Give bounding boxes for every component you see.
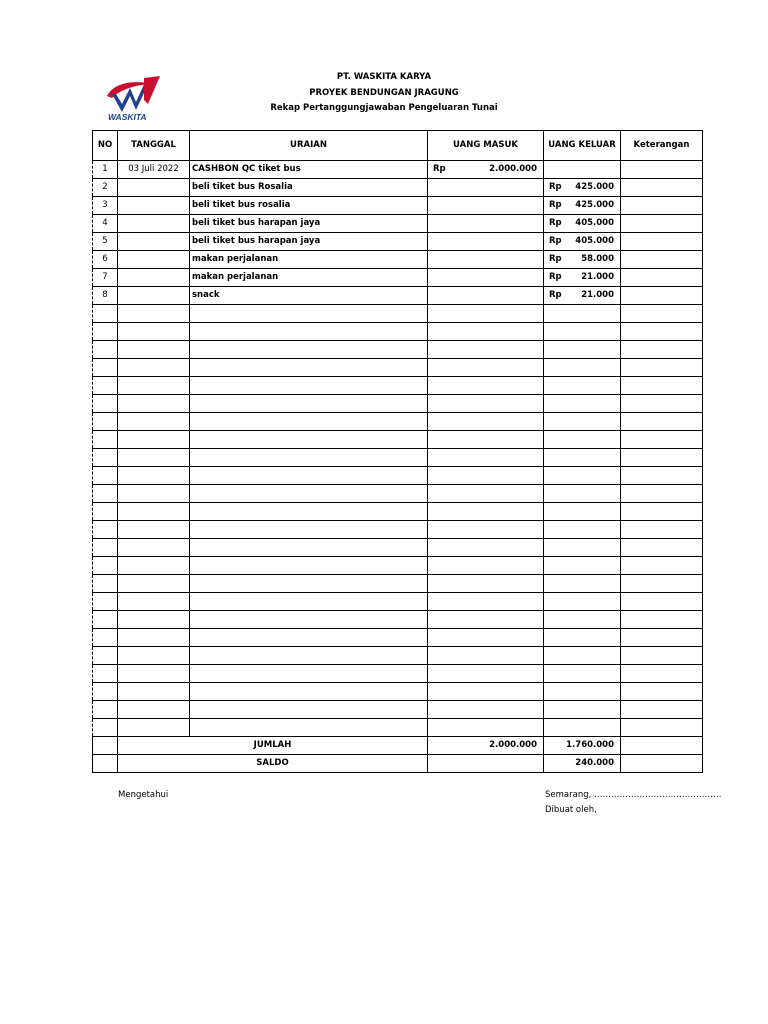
row-tanggal: [118, 449, 190, 467]
jumlah-masuk: 2.000.000: [428, 737, 544, 755]
row-uraian: [190, 377, 428, 395]
table-row-empty: [93, 575, 703, 593]
row-tanggal: [118, 467, 190, 485]
table-row-empty: [93, 701, 703, 719]
saldo-no-cell: [93, 755, 118, 773]
row-uraian: [190, 305, 428, 323]
row-keterangan: [621, 665, 703, 683]
logo-text: WASKITA: [108, 112, 147, 122]
table-row-empty: [93, 521, 703, 539]
mengetahui-label: Mengetahui: [118, 790, 169, 800]
row-uraian: [190, 359, 428, 377]
row-uraian: [190, 341, 428, 359]
row-uang-masuk: [428, 413, 544, 431]
table-row-empty: [93, 683, 703, 701]
row-tanggal: [118, 395, 190, 413]
table-row-empty: [93, 413, 703, 431]
row-keterangan: [621, 269, 703, 287]
row-no: 2: [93, 179, 118, 197]
row-uang-keluar: [544, 683, 621, 701]
row-uang-masuk: [428, 521, 544, 539]
row-uraian: beli tiket bus rosalia: [190, 197, 428, 215]
row-uang-keluar: [544, 629, 621, 647]
row-uang-keluar-currency: Rp: [549, 254, 562, 264]
table-row-empty: [93, 305, 703, 323]
row-uraian: [190, 467, 428, 485]
row-uraian: [190, 683, 428, 701]
row-uraian: snack: [190, 287, 428, 305]
col-header-uraian: URAIAN: [190, 131, 428, 161]
row-uang-masuk: [428, 467, 544, 485]
col-header-uang-keluar: UANG KELUAR: [544, 131, 621, 161]
row-uang-keluar-currency: Rp: [549, 218, 562, 228]
row-uang-keluar-currency: Rp: [549, 200, 562, 210]
project-name: PROYEK BENDUNGAN JRAGUNG: [309, 88, 459, 98]
row-uang-keluar: [544, 377, 621, 395]
row-uraian: [190, 413, 428, 431]
row-tanggal: [118, 233, 190, 251]
row-keterangan: [621, 449, 703, 467]
col-header-uang-masuk: UANG MASUK: [428, 131, 544, 161]
row-keterangan: [621, 485, 703, 503]
table-row-empty: [93, 449, 703, 467]
row-tanggal: [118, 413, 190, 431]
row-keterangan: [621, 683, 703, 701]
row-uraian: [190, 485, 428, 503]
row-uang-keluar: [544, 521, 621, 539]
row-uang-masuk: [428, 341, 544, 359]
row-uraian: makan perjalanan: [190, 251, 428, 269]
row-uang-masuk: [428, 269, 544, 287]
row-no: [93, 377, 118, 395]
row-uang-masuk: [428, 287, 544, 305]
row-uang-keluar: [544, 179, 621, 197]
row-uraian: [190, 719, 428, 737]
row-keterangan: [621, 395, 703, 413]
row-uang-keluar-amount: 58.000: [581, 254, 614, 264]
row-tanggal: [118, 665, 190, 683]
row-keterangan: [621, 503, 703, 521]
jumlah-keluar: 1.760.000: [544, 737, 621, 755]
row-uang-masuk: [428, 323, 544, 341]
row-no: [93, 629, 118, 647]
row-uraian: [190, 665, 428, 683]
row-tanggal: [118, 485, 190, 503]
row-keterangan: [621, 593, 703, 611]
row-uang-masuk: [428, 197, 544, 215]
row-uang-masuk: [428, 629, 544, 647]
table-row: [93, 269, 703, 287]
row-keterangan: [621, 413, 703, 431]
row-tanggal: 03 Juli 2022: [118, 161, 190, 179]
row-no: [93, 359, 118, 377]
table-row-empty: [93, 485, 703, 503]
row-keterangan: [621, 701, 703, 719]
col-header-keterangan: Keterangan: [621, 131, 703, 161]
row-uang-masuk: [428, 233, 544, 251]
row-uang-masuk: [428, 449, 544, 467]
row-uang-keluar-amount: 21.000: [581, 272, 614, 282]
saldo-masuk-cell: [428, 755, 544, 773]
row-no: 7: [93, 269, 118, 287]
row-tanggal: [118, 629, 190, 647]
row-no: [93, 467, 118, 485]
row-uang-keluar: [544, 197, 621, 215]
row-keterangan: [621, 539, 703, 557]
row-uang-masuk: [428, 575, 544, 593]
jumlah-row: [93, 737, 703, 755]
row-no: [93, 413, 118, 431]
row-uang-masuk: [428, 251, 544, 269]
table-row: [93, 233, 703, 251]
row-no: [93, 719, 118, 737]
row-uang-masuk: [428, 539, 544, 557]
row-keterangan: [621, 161, 703, 179]
row-no: [93, 539, 118, 557]
row-uang-keluar-amount: 405.000: [575, 218, 614, 228]
row-keterangan: [621, 611, 703, 629]
row-uang-masuk: [428, 305, 544, 323]
row-uang-masuk: [428, 215, 544, 233]
table-row-empty: [93, 593, 703, 611]
row-uang-keluar: [544, 341, 621, 359]
row-keterangan: [621, 557, 703, 575]
row-no: [93, 323, 118, 341]
row-uang-keluar: [544, 323, 621, 341]
row-uraian: [190, 539, 428, 557]
row-tanggal: [118, 719, 190, 737]
row-uang-masuk: [428, 377, 544, 395]
row-uraian: CASHBON QC tiket bus: [190, 161, 428, 179]
row-tanggal: [118, 179, 190, 197]
row-uang-keluar: [544, 413, 621, 431]
row-uang-keluar: [544, 539, 621, 557]
row-tanggal: [118, 287, 190, 305]
row-keterangan: [621, 431, 703, 449]
table-row-empty: [93, 611, 703, 629]
row-keterangan: [621, 233, 703, 251]
row-keterangan: [621, 215, 703, 233]
row-no: 3: [93, 197, 118, 215]
row-no: [93, 341, 118, 359]
row-no: 6: [93, 251, 118, 269]
row-uang-keluar-amount: 425.000: [575, 182, 614, 192]
row-uraian: [190, 449, 428, 467]
row-tanggal: [118, 251, 190, 269]
row-no: [93, 557, 118, 575]
row-tanggal: [118, 593, 190, 611]
row-keterangan: [621, 305, 703, 323]
row-uang-keluar-amount: 21.000: [581, 290, 614, 300]
row-no: 8: [93, 287, 118, 305]
row-tanggal: [118, 521, 190, 539]
table-row-empty: [93, 395, 703, 413]
row-keterangan: [621, 719, 703, 737]
row-uang-masuk: [428, 161, 544, 179]
row-uraian: [190, 647, 428, 665]
row-tanggal: [118, 611, 190, 629]
row-uang-keluar: [544, 251, 621, 269]
table-header-row: [93, 131, 703, 161]
row-keterangan: [621, 647, 703, 665]
place-date-label: Semarang, ………………………………………: [545, 790, 722, 800]
table-row: [93, 215, 703, 233]
row-uraian: [190, 575, 428, 593]
row-uang-masuk: [428, 503, 544, 521]
dibuat-oleh-label: Dibuat oleh,: [545, 805, 597, 815]
row-uang-keluar-currency: Rp: [549, 236, 562, 246]
row-tanggal: [118, 557, 190, 575]
row-uang-masuk: [428, 683, 544, 701]
table-row: [93, 287, 703, 305]
row-uraian: beli tiket bus harapan jaya: [190, 215, 428, 233]
table-body: [93, 161, 703, 737]
row-uang-keluar-currency: Rp: [549, 290, 562, 300]
row-uang-masuk: [428, 719, 544, 737]
row-uang-keluar: [544, 305, 621, 323]
row-uang-keluar: [544, 161, 621, 179]
row-no: [93, 701, 118, 719]
row-uang-keluar: [544, 287, 621, 305]
row-uang-keluar: [544, 467, 621, 485]
row-uang-keluar: [544, 503, 621, 521]
row-no: [93, 575, 118, 593]
row-keterangan: [621, 341, 703, 359]
row-uang-masuk: [428, 557, 544, 575]
row-keterangan: [621, 251, 703, 269]
table-row: [93, 251, 703, 269]
table-row-empty: [93, 629, 703, 647]
table-row-empty: [93, 665, 703, 683]
table-row-empty: [93, 503, 703, 521]
row-uang-keluar: [544, 269, 621, 287]
row-uang-masuk: [428, 431, 544, 449]
saldo-label: SALDO: [118, 755, 428, 773]
row-uang-masuk-amount: 2.000.000: [489, 164, 537, 174]
row-uang-masuk-currency: Rp: [433, 164, 446, 174]
table-row: [93, 161, 703, 179]
row-uang-masuk: [428, 485, 544, 503]
row-no: 5: [93, 233, 118, 251]
row-uang-masuk: [428, 665, 544, 683]
row-tanggal: [118, 197, 190, 215]
saldo-row: [93, 755, 703, 773]
row-uang-keluar: [544, 575, 621, 593]
row-no: [93, 683, 118, 701]
row-uang-keluar: [544, 719, 621, 737]
row-uraian: beli tiket bus harapan jaya: [190, 233, 428, 251]
row-uraian: [190, 593, 428, 611]
row-keterangan: [621, 287, 703, 305]
row-no: [93, 521, 118, 539]
row-uang-masuk: [428, 647, 544, 665]
row-uang-keluar-amount: 405.000: [575, 236, 614, 246]
row-tanggal: [118, 503, 190, 521]
row-uang-keluar: [544, 611, 621, 629]
table-row-empty: [93, 359, 703, 377]
table-row-empty: [93, 467, 703, 485]
row-no: [93, 665, 118, 683]
row-uraian: [190, 323, 428, 341]
report-title: Rekap Pertanggungjawaban Pengeluaran Tunai: [270, 103, 498, 113]
row-tanggal: [118, 575, 190, 593]
col-header-tanggal: TANGGAL: [118, 131, 190, 161]
row-tanggal: [118, 215, 190, 233]
row-uang-keluar: [544, 593, 621, 611]
company-name: PT. WASKITA KARYA: [336, 72, 432, 82]
row-uang-masuk: [428, 593, 544, 611]
table-row-empty: [93, 377, 703, 395]
jumlah-label: JUMLAH: [118, 737, 428, 755]
table-row: [93, 197, 703, 215]
row-no: [93, 647, 118, 665]
row-keterangan: [621, 359, 703, 377]
row-tanggal: [118, 341, 190, 359]
row-tanggal: [118, 305, 190, 323]
row-tanggal: [118, 359, 190, 377]
row-no: [93, 593, 118, 611]
row-uang-keluar: [544, 665, 621, 683]
row-uraian: [190, 629, 428, 647]
row-uang-masuk: [428, 395, 544, 413]
row-uang-keluar: [544, 431, 621, 449]
row-keterangan: [621, 179, 703, 197]
row-uang-keluar: [544, 557, 621, 575]
row-uraian: [190, 503, 428, 521]
row-uang-keluar: [544, 485, 621, 503]
row-uang-keluar: [544, 215, 621, 233]
row-keterangan: [621, 197, 703, 215]
table-row: [93, 179, 703, 197]
row-uang-keluar: [544, 449, 621, 467]
row-tanggal: [118, 539, 190, 557]
row-uang-masuk: [428, 359, 544, 377]
saldo-value: 240.000: [544, 755, 621, 773]
row-uraian: [190, 395, 428, 413]
row-tanggal: [118, 647, 190, 665]
row-uraian: [190, 521, 428, 539]
row-keterangan: [621, 323, 703, 341]
row-no: [93, 611, 118, 629]
row-uraian: [190, 557, 428, 575]
row-no: [93, 431, 118, 449]
row-tanggal: [118, 269, 190, 287]
jumlah-ket-cell: [621, 737, 703, 755]
row-uang-keluar: [544, 647, 621, 665]
row-no: 1: [93, 161, 118, 179]
row-uang-keluar-currency: Rp: [549, 272, 562, 282]
row-no: [93, 305, 118, 323]
table-row-empty: [93, 431, 703, 449]
table-row-empty: [93, 557, 703, 575]
row-uang-keluar: [544, 233, 621, 251]
row-uraian: [190, 431, 428, 449]
col-header-no: NO: [93, 131, 118, 161]
table-row-empty: [93, 323, 703, 341]
row-uang-masuk: [428, 611, 544, 629]
row-tanggal: [118, 323, 190, 341]
row-uraian: makan perjalanan: [190, 269, 428, 287]
row-uang-keluar-amount: 425.000: [575, 200, 614, 210]
row-no: [93, 485, 118, 503]
row-tanggal: [118, 431, 190, 449]
row-keterangan: [621, 467, 703, 485]
row-tanggal: [118, 701, 190, 719]
row-no: 4: [93, 215, 118, 233]
table-row-empty: [93, 341, 703, 359]
table-row-empty: [93, 647, 703, 665]
row-tanggal: [118, 683, 190, 701]
row-keterangan: [621, 629, 703, 647]
row-uang-keluar: [544, 701, 621, 719]
table-row-empty: [93, 539, 703, 557]
row-uraian: beli tiket bus Rosalia: [190, 179, 428, 197]
row-uraian: [190, 701, 428, 719]
row-keterangan: [621, 575, 703, 593]
row-tanggal: [118, 377, 190, 395]
row-uang-masuk: [428, 701, 544, 719]
row-keterangan: [621, 377, 703, 395]
row-keterangan: [621, 521, 703, 539]
row-uang-keluar: [544, 395, 621, 413]
row-uang-keluar-currency: Rp: [549, 182, 562, 192]
row-uang-masuk: [428, 179, 544, 197]
row-uang-keluar: [544, 359, 621, 377]
expense-table: [92, 130, 703, 773]
saldo-ket-cell: [621, 755, 703, 773]
table-row-empty: [93, 719, 703, 737]
jumlah-no-cell: [93, 737, 118, 755]
row-no: [93, 503, 118, 521]
row-uraian: [190, 611, 428, 629]
row-no: [93, 395, 118, 413]
row-no: [93, 449, 118, 467]
